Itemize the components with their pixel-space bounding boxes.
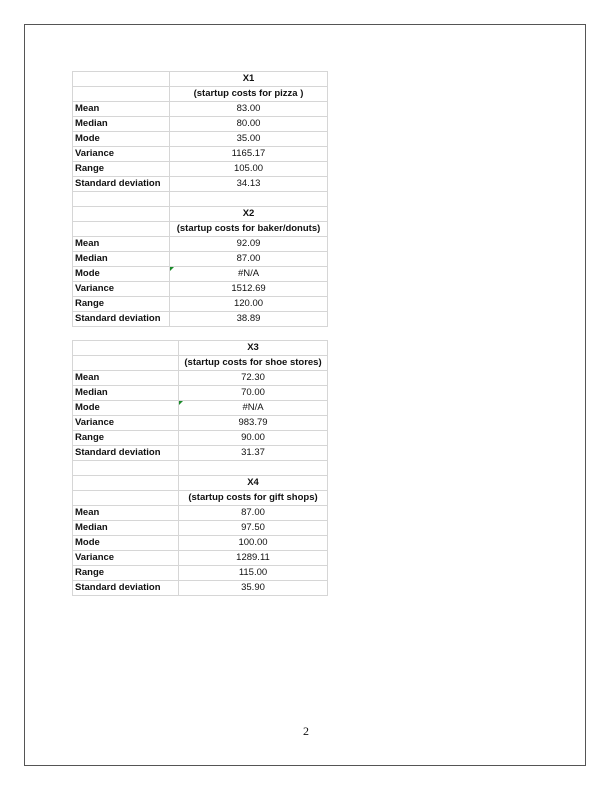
row-label: Variance (73, 147, 170, 162)
row-label: Median (73, 386, 179, 401)
row-value: 80.00 (170, 117, 328, 132)
row-value: 35.90 (179, 581, 328, 596)
table-row (73, 252, 328, 267)
row-label: Median (73, 117, 170, 132)
row-label: Mode (73, 267, 170, 282)
table-row (73, 416, 328, 431)
row-value: 38.89 (170, 312, 328, 327)
stats-table-x3 (72, 340, 328, 476)
row-label: Median (73, 521, 179, 536)
header-blank-cell (73, 222, 170, 237)
table-subtitle: (startup costs for gift shops) (179, 491, 328, 506)
table-row (73, 267, 328, 282)
table-title: X4 (179, 476, 328, 491)
row-label: Mean (73, 371, 179, 386)
row-value: 87.00 (179, 506, 328, 521)
table-row (73, 371, 328, 386)
row-value: 31.37 (179, 446, 328, 461)
table-row (73, 297, 328, 312)
row-label: Standard deviation (73, 581, 179, 596)
stats-table-x2 (72, 206, 328, 327)
table-row (73, 312, 328, 327)
table-title: X2 (170, 207, 328, 222)
row-value: 115.00 (179, 566, 328, 581)
row-value: 1289.11 (179, 551, 328, 566)
table-row (73, 401, 328, 416)
row-label: Variance (73, 282, 170, 297)
row-label: Standard deviation (73, 446, 179, 461)
table-header-row (73, 341, 328, 356)
header-blank-cell (73, 207, 170, 222)
table-row (73, 431, 328, 446)
header-blank-cell (73, 356, 179, 371)
page-number: 2 (303, 724, 309, 738)
table-row (73, 551, 328, 566)
row-label: Mean (73, 102, 170, 117)
row-label: Median (73, 252, 170, 267)
table-row (73, 521, 328, 536)
table-header-row (73, 72, 328, 87)
row-label: Mean (73, 506, 179, 521)
table-row (73, 446, 328, 461)
row-label: Mode (73, 536, 179, 551)
table-row (73, 132, 328, 147)
row-label: Mode (73, 401, 179, 416)
row-label: Variance (73, 551, 179, 566)
table-row (73, 162, 328, 177)
table-row (73, 177, 328, 192)
table-subheader-row (73, 87, 328, 102)
table-row (73, 102, 328, 117)
table-subheader-row (73, 491, 328, 506)
row-value: 87.00 (170, 252, 328, 267)
row-value: 1512.69 (170, 282, 328, 297)
row-value: 34.13 (170, 177, 328, 192)
table-row (73, 147, 328, 162)
row-value: 100.00 (179, 536, 328, 551)
spacer-row (73, 461, 328, 476)
row-value: 1165.17 (170, 147, 328, 162)
table-subtitle: (startup costs for shoe stores) (179, 356, 328, 371)
row-label: Range (73, 297, 170, 312)
table-header-row (73, 476, 328, 491)
row-label: Range (73, 566, 179, 581)
row-value: 83.00 (170, 102, 328, 117)
row-value: 90.00 (179, 431, 328, 446)
row-value: 105.00 (170, 162, 328, 177)
row-label: Mode (73, 132, 170, 147)
table-subheader-row (73, 356, 328, 371)
row-label: Standard deviation (73, 312, 170, 327)
row-value: 72.30 (179, 371, 328, 386)
row-value: 35.00 (170, 132, 328, 147)
row-value: 983.79 (179, 416, 328, 431)
header-blank-cell (73, 476, 179, 491)
header-blank-cell (73, 491, 179, 506)
table-subheader-row (73, 222, 328, 237)
row-label: Range (73, 431, 179, 446)
table-row (73, 237, 328, 252)
table-row (73, 117, 328, 132)
table-subtitle: (startup costs for pizza ) (170, 87, 328, 102)
row-label: Standard deviation (73, 177, 170, 192)
row-value: #N/A (179, 401, 328, 416)
header-blank-cell (73, 72, 170, 87)
row-value: 120.00 (170, 297, 328, 312)
table-header-row (73, 207, 328, 222)
row-label: Mean (73, 237, 170, 252)
stats-table-x1 (72, 71, 328, 207)
table-title: X1 (170, 72, 328, 87)
table-row (73, 506, 328, 521)
table-title: X3 (179, 341, 328, 356)
row-value: 97.50 (179, 521, 328, 536)
row-value: 70.00 (179, 386, 328, 401)
header-blank-cell (73, 341, 179, 356)
row-value: #N/A (170, 267, 328, 282)
table-row (73, 282, 328, 297)
table-row (73, 566, 328, 581)
row-value: 92.09 (170, 237, 328, 252)
spacer-row (73, 192, 328, 207)
table-row (73, 536, 328, 551)
table-row (73, 386, 328, 401)
row-label: Variance (73, 416, 179, 431)
header-blank-cell (73, 87, 170, 102)
stats-table-x4 (72, 475, 328, 596)
table-row (73, 581, 328, 596)
row-label: Range (73, 162, 170, 177)
table-subtitle: (startup costs for baker/donuts) (170, 222, 328, 237)
